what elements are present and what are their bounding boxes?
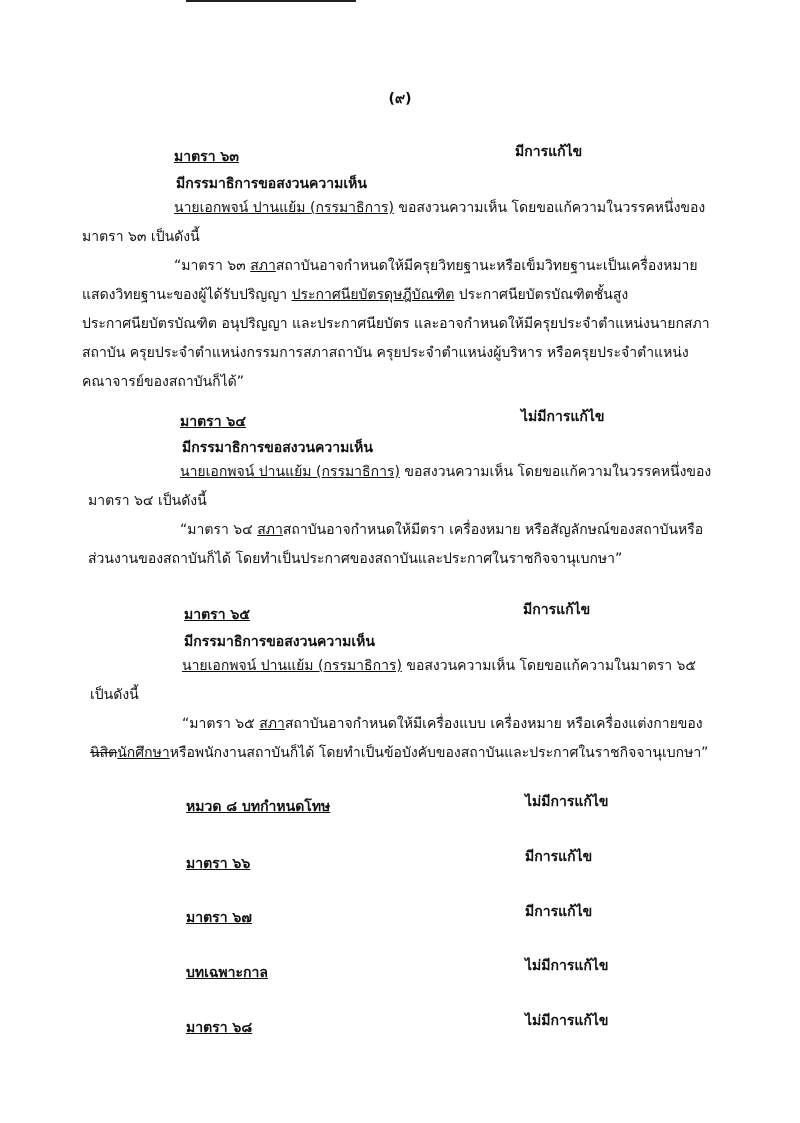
summary-status-1: มีการแก้ไข	[525, 849, 593, 865]
quote-line-4: สถาบัน ครุยประจำตำแหน่งกรรมการสภาสถาบัน ครุยประจำตำแหน่งผู้บริหาร หรือครุยประจำตำแหน่ง	[82, 345, 689, 361]
quote-text: สถาบันอาจกำหนดให้มีเครื่องแบบ เครื่องหมาย หรือเครื่องแต่งกายของ	[284, 716, 703, 732]
summary-status-3: ไม่มีการแก้ไข	[525, 958, 609, 974]
section-63-status: มีการแก้ไข	[515, 144, 583, 160]
section-63-heading: มาตรา ๖๓	[174, 149, 239, 165]
intro-text: ขอสงวนความเห็น โดยขอแก้ความในวรรคหนึ่งของ	[393, 200, 706, 216]
quote-emphasis: สภา	[250, 258, 276, 274]
section-63-body	[82, 194, 710, 397]
section-64-status: ไม่มีการแก้ไข	[521, 409, 605, 425]
section-65-heading: มาตรา ๖๕	[184, 607, 250, 623]
quote-line-2: ส่วนงานของสถาบันก็ได้ โดยทำเป็นประกาศของสถาบันและประกาศในราชกิจจานุเบกษา”	[88, 551, 623, 567]
quote-text: หรือพนักงานสถาบันก็ได้ โดยทำเป็นข้อบังคับของสถาบันและประกาศในราชกิจจานุเบกษา”	[169, 745, 709, 761]
section-64-body	[88, 458, 716, 574]
quote-text: แสดงวิทยฐานะของผู้ได้รับปริญญา	[82, 287, 292, 303]
quote-line-2	[82, 281, 710, 310]
quote-text: “มาตรา ๖๔	[180, 522, 258, 538]
section-65-subheading: มีกรรมาธิการขอสงวนความเห็น	[184, 634, 375, 650]
summary-heading-2: มาตรา ๖๗	[186, 910, 252, 926]
member-name: นายเอกพจน์ ปานแย้ม (กรรมาธิการ)	[174, 200, 394, 216]
summary-heading-0: หมวด ๘ บทกำหนดโทษ	[186, 799, 331, 815]
quote-line-1	[88, 516, 716, 545]
quote-emphasis: ประกาศนียบัตรดุษฎีบัณฑิต	[291, 287, 455, 303]
section-64-heading: มาตรา ๖๔	[180, 414, 246, 430]
member-name: นายเอกพจน์ ปานแย้ม (กรรมาธิการ)	[180, 464, 400, 480]
scan-top-line	[186, 0, 356, 2]
section-64-subheading: มีกรรมาธิการขอสงวนความเห็น	[182, 440, 373, 456]
quote-text: “มาตรา ๖๕	[182, 716, 260, 732]
section-65-intro	[90, 652, 718, 681]
summary-heading-4: มาตรา ๖๘	[186, 1020, 253, 1036]
quote-emphasis: สภา	[259, 716, 285, 732]
quote-text: สถาบันอาจกำหนดให้มีตรา เครื่องหมาย หรือสัญลักษณ์ของสถาบันหรือ	[282, 522, 704, 538]
summary-status-4: ไม่มีการแก้ไข	[525, 1013, 609, 1029]
summary-heading-3: บทเฉพาะกาล	[186, 965, 268, 981]
quote-line-3: ประกาศนียบัตรบัณฑิต อนุปริญญา และประกาศนียบัตร และอาจกำหนดให้มีครุยประจำตำแหน่งนายกสภา	[82, 316, 710, 332]
quote-line-5: คณาจารย์ของสถาบันก็ได้”	[82, 374, 245, 390]
quote-emphasis: สภา	[257, 522, 283, 538]
quote-line-1	[90, 710, 718, 739]
section-63-intro	[82, 194, 710, 223]
quote-text: ประกาศนียบัตรบัณฑิตชั้นสูง	[454, 287, 629, 303]
quote-emphasis: นักศึกษา	[117, 745, 170, 761]
summary-heading-1: มาตรา ๖๖	[186, 856, 251, 872]
section-65-status: มีการแก้ไข	[523, 602, 591, 618]
intro-line-2: มาตรา ๖๔ เป็นดังนี้	[88, 493, 207, 509]
section-64-intro	[88, 458, 716, 487]
intro-line-2: เป็นดังนี้	[90, 687, 139, 703]
quote-struck-text: นิสิต	[90, 745, 118, 761]
summary-status-0: ไม่มีการแก้ไข	[525, 794, 609, 810]
summary-status-2: มีการแก้ไข	[525, 904, 593, 920]
quote-line-2	[90, 739, 718, 768]
quote-text: “มาตรา ๖๓	[174, 258, 251, 274]
intro-text: ขอสงวนความเห็น โดยขอแก้ความในมาตรา ๖๕	[401, 658, 697, 674]
intro-line-2: มาตรา ๖๓ เป็นดังนี้	[82, 229, 200, 245]
section-63-subheading: มีกรรมาธิการขอสงวนความเห็น	[176, 176, 367, 192]
quote-text: สถาบันอาจกำหนดให้มีครุยวิทยฐานะหรือเข็มวิทยฐานะเป็นเครื่องหมาย	[275, 258, 698, 274]
page-number: (๙)	[388, 91, 412, 107]
quote-line-1	[82, 252, 710, 281]
section-65-body	[90, 652, 718, 768]
intro-text: ขอสงวนความเห็น โดยขอแก้ความในวรรคหนึ่งของ	[399, 464, 712, 480]
member-name: นายเอกพจน์ ปานแย้ม (กรรมาธิการ)	[182, 658, 402, 674]
